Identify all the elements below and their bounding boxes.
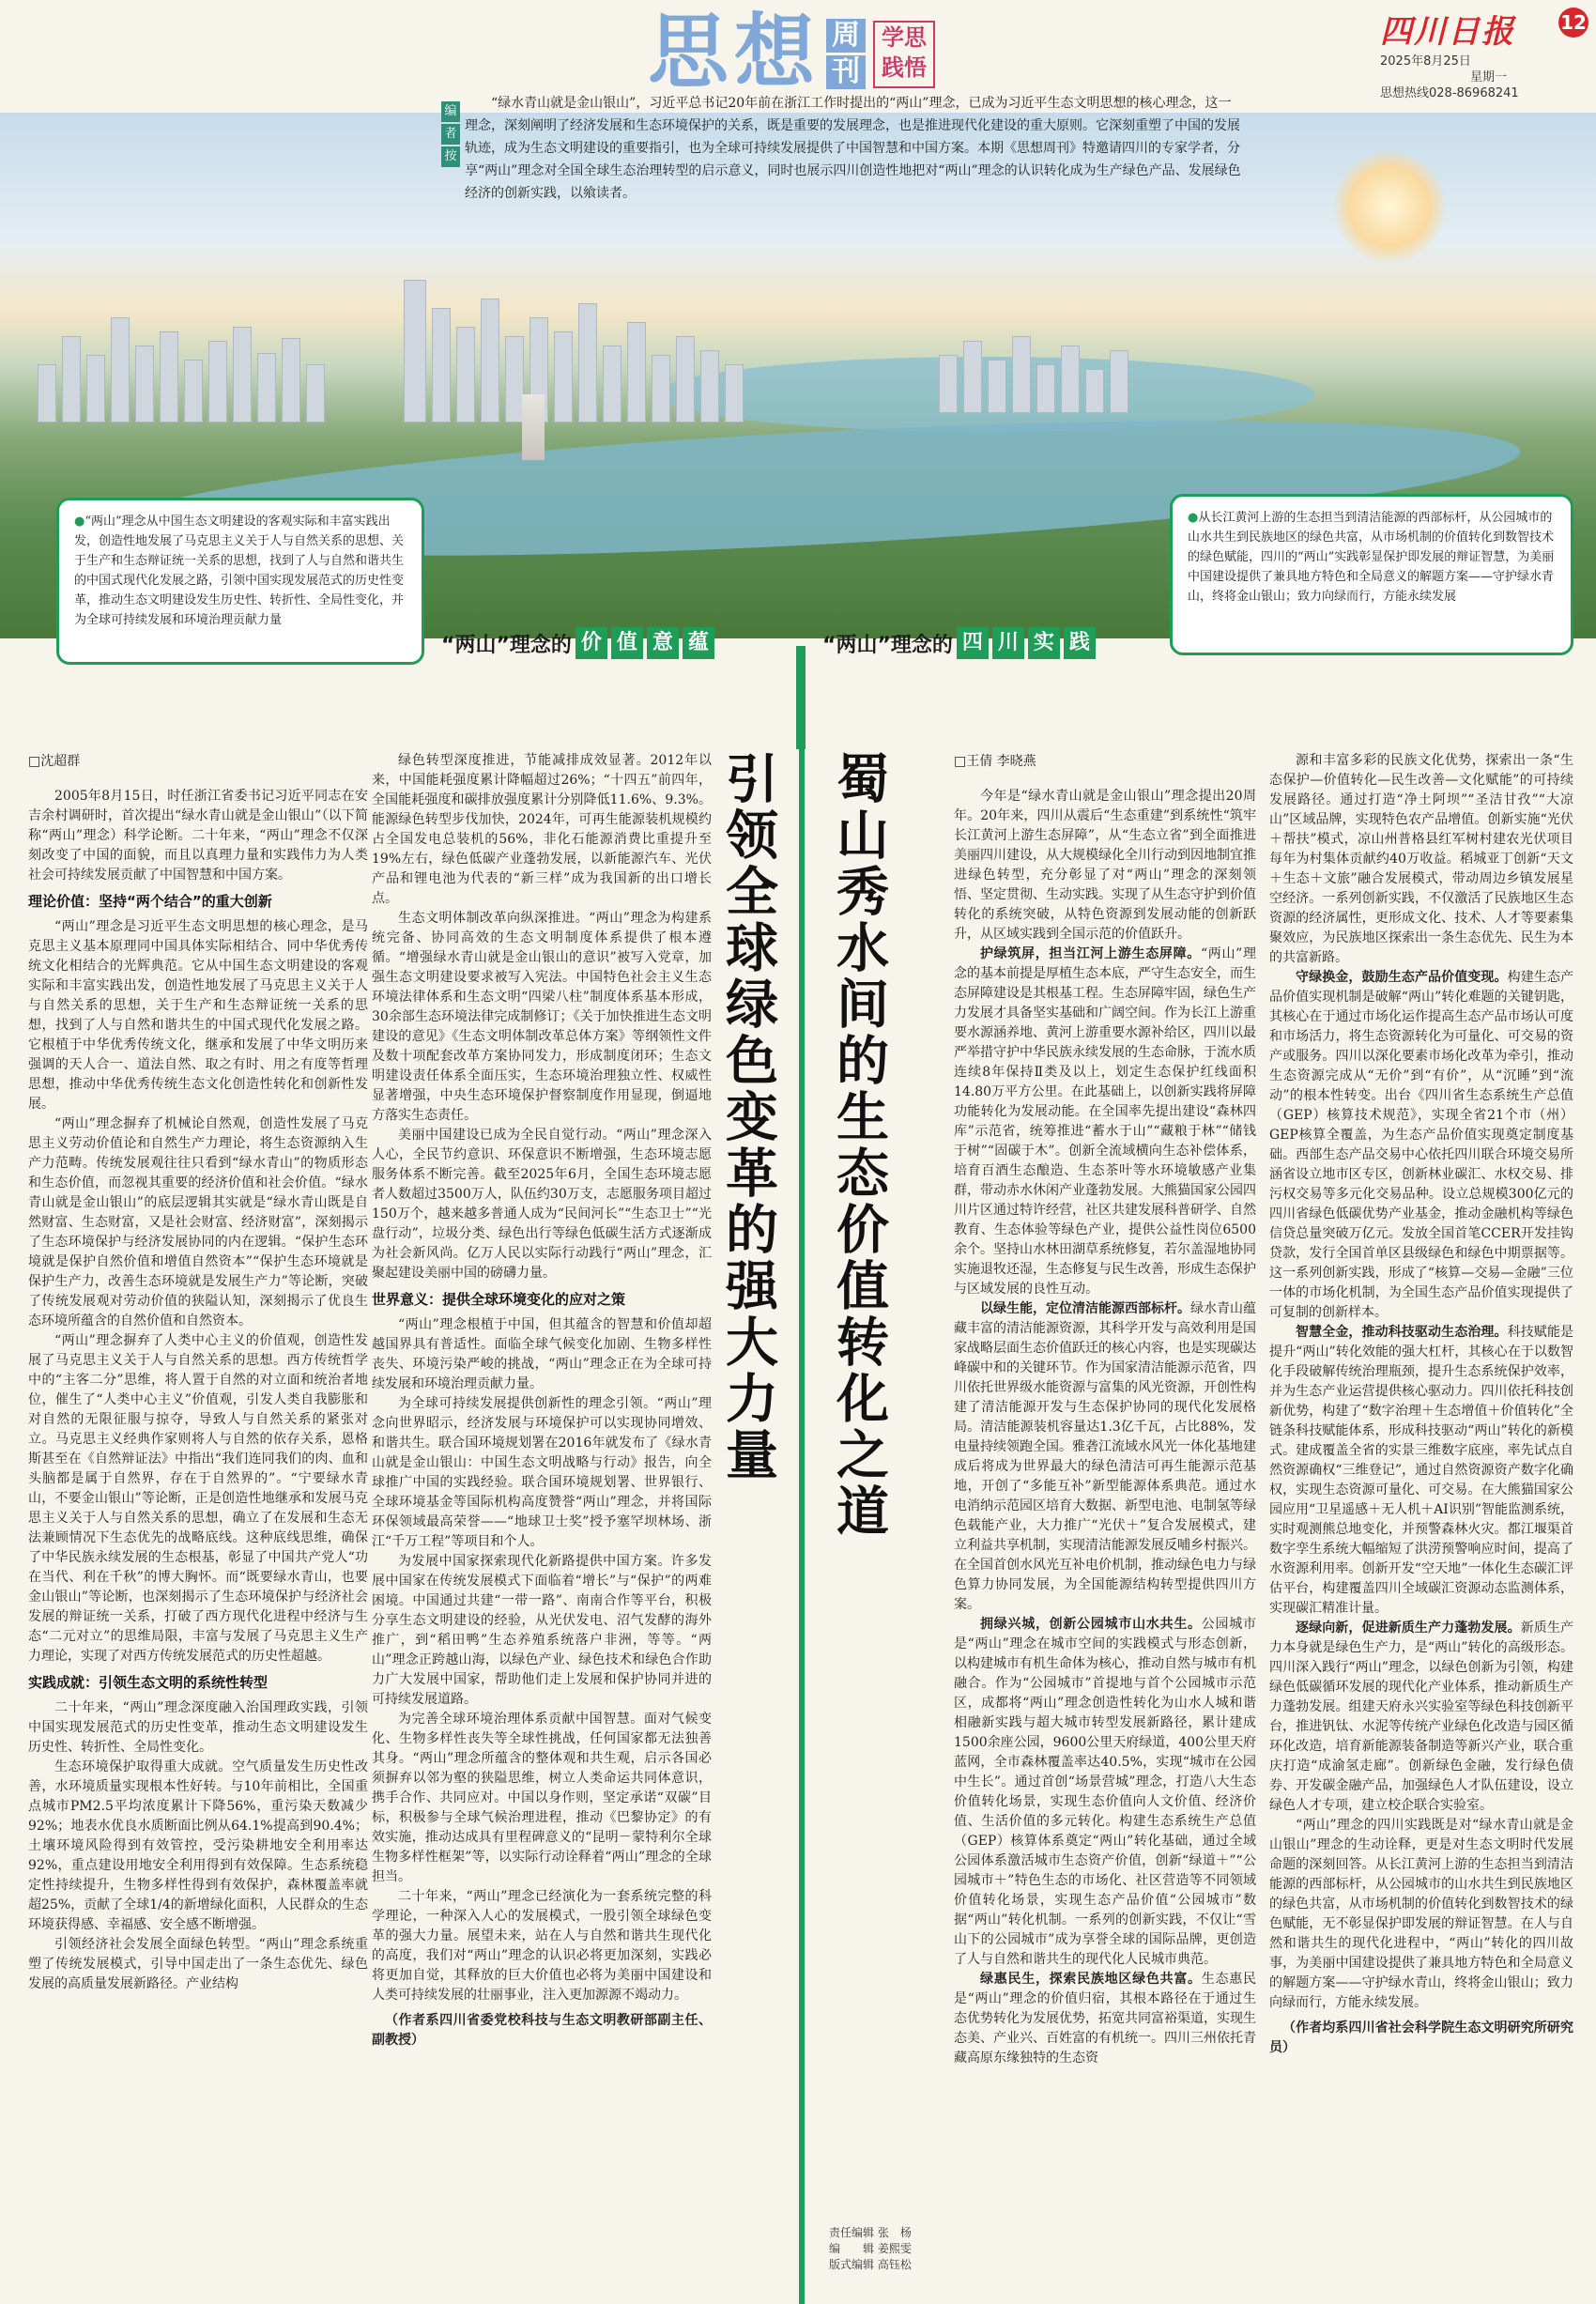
credit-name: 姜熙雯 <box>877 2242 912 2255</box>
city-skyline-left <box>38 282 330 422</box>
paragraph: 为完善全球环境治理体系贡献中国智慧。面对气候变化、生物多样性丧失等全球性挑战，任何国家都无法独善其身。“两山”理念所蕴含的整体观和共生观，启示各国必须摒弃以邻为壑的狭隘思维，树立人类命运共同体意识，携手合作、共同应对。中国以身作则，坚定承诺“双碳”目标，积极参与全球气候治理进程，推动《巴黎协定》的有效实施，推动达成具有里程碑意义的“昆明－蒙特利尔全球生物多样性框架”等，以实际行动诠释着“两山”理念的全球担当。 <box>372 1712 712 1884</box>
pagoda <box>522 394 545 460</box>
tag-line: 践悟 <box>882 54 927 81</box>
paragraph: 2005年8月15日，时任浙江省委书记习近平同志在安吉余村调研时，首次提出“绿水青山就是金山银山”（以下简称“两山”理念）科学论断。二十年来，“两山”理念不仅深刻改变了中国的面貌，而且以真理力量和实践伟力为人类社会可持续发展贡献了中国智慧和中国方案。 <box>28 789 368 883</box>
section-subheading: 世界意义：提供全球环境变化的应对之策 <box>372 1291 626 1308</box>
paragraph: 二十年来，“两山”理念深度融入治国理政实践，引领中国实现发展范式的历史性变革，推动生态文明建设发生历史性、转折性、全局性变化。 <box>28 1700 368 1755</box>
heading-prefix: “两山”理念的 <box>441 633 572 657</box>
paragraph <box>1269 968 1573 1323</box>
divider-branch-right <box>800 646 1029 749</box>
paragraph: 为全球可持续发展提供创新性的理念引领。“两山”理念向世界昭示，经济发展与环境保护可以实现协同增效、和谐共生。联合国环境规划署在2016年就发布了《绿水青山就是金山银山：中国生态文明战略与行动》报告，向全球推广中国的实践经验。联合国环境规划署、世界银行、全球环境基金等国际机构高度赞誉“两山”理念，并将国际环保领域最高荣誉——“地球卫士奖”授予塞罕坝林场、浙江“千万工程”等项目和个人。 <box>372 1396 712 1549</box>
tag-char: 编 <box>441 101 460 122</box>
section-subheading: 实践成就：引领生态文明的系统性转型 <box>28 1674 269 1691</box>
weekly-label <box>826 19 866 92</box>
paragraph-text: “两山”理念的基本前提是厚植生态本底，严守生态安全，而生态屏障建设是其根基工程。生态屏障牢固，绿色生产力发展才具备坚实基础和广阔空间。作为长江上游重要水源涵养地、黄河上游重要水源补给区，四川以最严举措守护中华民族永续发展的生态命脉，于流水质连续8年保持Ⅱ类及以上，划定生态保护红线面积14.80万平方公里。在此基础上，以创新实践将屏障功能转化为发展动能。在全国率先提出建设“森林四库”示范省，统筹推进“蓄水于山”“藏粮于林”“储钱于树”“固碳于木”。创新全流域横向生态补偿体系，培育百酒生态酿造、生态茶叶等水环境敏感产业集群，带动赤水休闲产业蓬勃发展。大熊猫国家公园四川片区通过特许经营，社区共建发展科普研学、自然教育、生态体验等绿色产业，提供公益性岗位6500余个。坚持山水林田湖草系统修复，若尔盖湿地协同实施退牧还湿，生态修复与民生改善，形成生态保护与区域发展的良性互动。 <box>954 946 1256 1297</box>
article-right-title: 蜀山秀水间的生态价值转化之道 <box>828 751 889 1540</box>
paragraph: 绿色转型深度推进，节能减排成效显著。2012年以来，中国能耗强度累计降幅超过26%；“十四五”前四年，全国能耗强度和碳排放强度累计分别降低11.6%、9.3%。能源绿色转型步伐加快，2024年，可再生能源装机规模约占全国发电总装机的56%，非化石能源消费比重提升至19%左右，绿色低碳产业蓬勃发展，以新能源汽车、光伏产品和锂电池为代表的“新三样”成为我国新的出口增长点。 <box>372 753 712 906</box>
paragraph: 生态文明体制改革向纵深推进。“两山”理念为构建系统完备、协同高效的生态文明制度体系提供了根本遵循。“增强绿水青山就是金山银山的意识”被写入党章，加强生态文明建设要求被写入宪法。中国特色社会主义生态环境法律体系和生态文明“四梁八柱”制度体系基本形成，30余部生态环境法律完成制修订；《关于加快推进生态文明建设的意见》《生态文明体制改革总体方案》等纲领性文件及数十项配套改革方案协同发力，形成制度闭环；生态文明建设责任体系全面压实，生态环境治理独立性、权威性显著增强，中央生态环境保护督察制度作用显现，倒逼地方落实生态责任。 <box>372 911 712 1123</box>
paragraph: 二十年来，“两山”理念已经演化为一套系统完整的科学理论，一种深入人心的发展模式，一股引领全球绿色变革的强大力量。展望未来，站在人与自然和谐共生现代化的高度，我们对“两山”理念的认识必将更加深刻，实践必将更加自觉，其释放的巨大价值也必将为美丽中国建设和人类可持续发展的壮丽事业，注入更加源源不竭动力。 <box>372 1889 712 2003</box>
heading-box: 川 <box>992 627 1024 659</box>
paragraph-lead: 绿惠民生，探索民族地区绿色共富。 <box>980 1972 1202 1987</box>
hotline: 思想热线028-86968241 <box>1380 86 1519 100</box>
paragraph: “两山”理念的四川实践既是对“绿水青山就是金山银山”理念的生动诠释，更是对生态文明时代发展命题的深刻回答。从长江黄河上游的生态担当到清洁能源的西部标杆，从公园城市的山水共生到民族地区的绿色共富，从市场机制的价值转化到数智技术的绿色赋能，无不彰显保护即发展的辩证智慧。在人与自然和谐共生的现代化进程中，“两山”转化的四川故事，为美丽中国建设提供了兼具地方特色和全局意义的解题方案——守护绿水青山，终将金山银山；致力向绿而行，方能永续发展。 <box>1269 1818 1573 2010</box>
editor-note: “绿水青山就是金山银山”，习近平总书记20年前在浙江工作时提出的“两山”理念，已成为习近平生态文明思想的核心理念，这一理念，深刻阐明了经济发展和生态环境保护的关系，既是重要的发展理念，也是推进现代化建设的重大原则。它深刻重塑了中国的发展轨迹，成为生态文明建设的重要指引，也为全球可持续发展提供了中国智慧和中国方案。本期《思想周刊》特邀请四川的专家学者，分享“两山”理念对全国全球生态治理转型的启示意义，同时也展示四川创造性地把对“两山”理念的认识转化成为生产绿色产品、发展绿色经济的创新实践，以飨读者。 <box>465 96 1241 201</box>
credit-role: 编 辑 <box>829 2242 875 2255</box>
paragraph-text: 新质生产力本身就是绿色生产力，是“两山”转化的高级形态。四川深入践行“两山”理念，以绿色创新为引领，构建绿色低碳循环发展的现代化产业体系，推动新质生产力蓬勃发展。组建天府永兴实验室等绿色科技创新平台，推进钒钛、水泥等传统产业绿色化改造与园区循环化改造，培育新能源装备制造等新兴产业，联合重庆打造“成渝氢走廊”。创新绿色金融，发行绿色债券、开发碳金融产品，加强绿色人才队伍建设，设立绿色人才专项，建立校企联合实验室。 <box>1269 1620 1573 1813</box>
paragraph: 今年是“绿水青山就是金山银山”理念提出20周年。20年来，四川从震后“生态重建”到系统性“筑牢长江黄河上游生态屏障”，从“生态立省”到全面推进美丽四川建设，从大规模绿化全川行动到因地制宜推进绿色转型，充分彰显了对“两山”理念的深刻领悟、坚定贯彻、生动实践。实现了从生态守护到价值转化的系统突破，从特色资源到发展动能的创新跃升，从区域实践到全国示范的价值跃升。 <box>954 789 1256 942</box>
editor-credits <box>829 2225 912 2273</box>
section-masthead <box>648 6 935 100</box>
paragraph <box>954 945 1256 1299</box>
bullet-icon: ● <box>1188 511 1199 525</box>
city-skyline-right <box>939 300 1134 413</box>
heading-box: 践 <box>1064 627 1096 659</box>
paragraph <box>954 1970 1256 2068</box>
heading-box: 意 <box>647 627 679 659</box>
heading-box: 四 <box>957 627 989 659</box>
issue-date: 2025年8月25日 <box>1380 54 1471 69</box>
paragraph: 引领经济社会发展全面绿色转型。“两山”理念系统重塑了传统发展模式，引导中国走出了一条生态优先、绿色发展的高质量发展新路径。产业结构 <box>28 1937 368 1991</box>
summary-bubble-right <box>1170 494 1573 655</box>
paragraph-text: 公园城市是“两山”理念在城市空间的实践模式与形态创新，以构建城市有机生命体为核心，推动自然与城市有机融合。作为“公园城市”首提地与首个公园城市示范区，成都将“两山”理念创造性转化为山水人城和谐相融新实践与超大城市转型发展新路径，累计建成1500余座公园，9600公里天府绿道，400公里天府蓝网，全市森林覆盖率达40.5%，实现“城市在公园中生长”。通过首创“场景营城”理念，打造八大生态价值转化场景，实现生态价值向人文价值、经济价值、生活价值的多元转化。构建生态系统生产总值（GEP）核算体系奠定“两山”转化基础，通过全域公园体系激活城市生态资产价值，创新“绿道＋”“公园城市＋”特色生态的市场化、社区营造等不同领域价值转化场景，实现生态产品价值“公园城市”数据“两山”转化机制。一系列的创新实践，不仅让“雪山下的公园城市”成为享誉全球的国际品牌，更创造了人与自然和谐共生的现代化人民城市典范。 <box>954 1617 1256 1967</box>
paragraph-text: 科技赋能是提升“两山”转化效能的强大杠杆，其核心在于以数智化手段破解传统治理瓶颈，提升生态系统保护效率，并为生态产业运营提供核心驱动力。四川依托科技创新优势，构建了“数字治理＋生态增值＋价值转化”全链条科技赋能体系，形成科技驱动“两山”转化的新模式。建成覆盖全省的实景三维数字底座，率先试点自然资源确权“三维登记”，通过自然资源资产数字化确权，实现生态资源可量化、可交易。在大熊猫国家公园应用“卫星遥感＋无人机＋AI识别”智能监测系统，实时观测熊总地变化，并预警森林火灾。都江堰渠首数字孪生系统大幅缩短了洪涝预警响应时间，提高了水资源利用率。创新开发“空天地”一体化生态碳汇评估平台，构建覆盖四川全域碳汇资源动态监测体系，实现碳汇精准计量。 <box>1269 1325 1573 1616</box>
paragraph-text: 绿水青山蕴藏丰富的清洁能源资源，其科学开发与高效利用是国家战略层面生态价值跃迁的核心内容，也是实现碳达峰碳中和的关键环节。作为国家清洁能源示范省，四川依托世界级水能资源与富集的风光资源，开创性构建了清洁能源开发与生态保护协同的现代化发展格局。清洁能源装机容量达1.3亿千瓦，占比88%，发电量持续领跑全国。雅砻江流域水风光一体化基地建成后将成为世界最大的绿色清洁可再生能源示范基地，开创了“多能互补”新型能源体系典范。通过水电消纳示范园区培育大数据、新型电池、电制氢等绿色载能产业，大力推广“光伏＋”复合发展模式，建立利益共享机制，实现清洁能源发展反哺乡村振兴。在全国首创水风光互补电价机制，推动绿色电力与绿色算力协同发展，为全国能源结构转型提供四川方案。 <box>954 1301 1256 1612</box>
paragraph-text: 构建生态产品价值实现机制是破解“两山”转化难题的关键钥匙，其核心在于通过市场化运作提高生态产品市场认可度和市场活力，将生态资源转化为可量化、可交易的资产或服务。四川以深化要素市场化改革为牵引，推动生态资源完成从“无价”到“有价”，从“沉睡”到“流动”的根本性转变。出台《四川省生态系统生产总值（GEP）核算技术规范》，实现全省21个市（州）GEP核算全覆盖，为生态产品价值实现奠定制度基础。西部生态产品交易中心依托四川联合环境交易所涵省设立地市区专区，创新林业碳汇、水权交易、排污权交易等多元化交易品种。设立总规模300亿元的四川省绿色低碳优势产业基金，推动金融机构等绿色信贷总量突破万亿元。发放全国首笔CCER开发挂钩贷款，发行全国首单区县级绿色和绿色中期票据等。这一系列创新实践，形成了“核算—交易—金融”三位一体的市场化机制，为全国生态产品价值实现提供了可复制的创新样本。 <box>1269 970 1573 1320</box>
paragraph <box>954 1615 1256 1970</box>
paragraph <box>1269 1619 1573 1816</box>
heading-box: 实 <box>1028 627 1060 659</box>
paragraph-lead: 守绿换金，鼓励生态产品价值变现。 <box>1296 970 1508 985</box>
credit-line <box>829 2257 912 2273</box>
heading-box: 值 <box>611 627 643 659</box>
article-left-column-2 <box>372 751 712 2300</box>
credit-role: 责任编辑 <box>829 2226 875 2239</box>
article-right-column-2 <box>1269 751 1573 2300</box>
section-title: 思想 <box>648 6 821 100</box>
editor-note-tag <box>441 101 458 169</box>
credit-name: 高钰松 <box>877 2258 912 2271</box>
byline-right: □王倩 李晓燕 <box>954 754 1036 769</box>
section-heading-right <box>822 627 1096 659</box>
paragraph <box>1269 1323 1573 1619</box>
paragraph: 生态环境保护取得重大成就。空气质量发生历史性改善，水环境质量实现根本性好转。与10年前相比，全国重点城市PM2.5平均浓度累计下降56%，重污染天数减少92%；地表水优良水质断面比例从64.1%提高到90.4%；土壤环境风险得到有效管控，受污染耕地安全利用率达92%，重点建设用地安全利用得到有效保障。生态系统稳定性持续提升，生物多样性得到有效保护，森林覆盖率就超25%，贡献了全球1/4的新增绿化面积，人民群众的生态环境获得感、幸福感、安全感不断增强。 <box>28 1759 368 1932</box>
paragraph-lead: 智慧全金，推动科技驱动生态治理。 <box>1296 1325 1508 1340</box>
paragraph: “两山”理念摒弃了机械论自然观，创造性发展了马克思主义劳动价值论和自然生产力理论，将生态资源纳入生产力范畴。传统发展观往往只看到“绿水青山”的物质形态和生态价值，而忽视其重要的经济价值和社会价值。“绿水青山就是金山银山”的底层逻辑其实就是“绿水青山既是自然财富、生态财富，又是社会财富、经济财富”，深刻揭示了生态环境保护与经济发展协同的内在逻辑。“保护生态环境就是保护自然价值和增值自然资本”“保护生态环境就是保护生产力，改善生态环境就是发展生产力”等论断，突破了传统发展观对劳动价值的狭隘认知，深刻揭示了优良生态环境所蕴含的自然价值和自然资本。 <box>28 1116 368 1329</box>
weekly-char: 周 <box>826 19 866 53</box>
summary-bubble-left <box>56 498 424 665</box>
paper-name: 四川日报 <box>1380 13 1515 51</box>
heading-box: 蕴 <box>683 627 714 659</box>
weekly-char: 刊 <box>826 55 866 89</box>
heading-box: 价 <box>575 627 607 659</box>
section-subheading: 理论价值：坚持“两个结合”的重大创新 <box>28 893 272 910</box>
paragraph-text: 生态惠民是“两山”理念的价值归宿，其根本路径在于通过生态优势转化为发展优势，拓宽共同富裕渠道，实现生态美、产业兴、百姓富的有机统一。四川三州依托青藏高原东缘独特的生态资 <box>954 1972 1256 2066</box>
byline-left: □沈超群 <box>28 754 81 769</box>
summary-text: 从长江黄河上游的生态担当到清洁能源的西部标杆，从公园城市的山水共生到民族地区的绿色共富，从市场机制的价值转化到数智技术的绿色赋能，四川的“两山”实践彰显保护即发展的辩证智慧，为美丽中国建设提供了兼具地方特色和全局意义的解题方案——守护绿水青山，终将金山银山；致力向绿而行，方能永续发展 <box>1188 511 1555 604</box>
center-divider <box>799 695 805 2304</box>
credit-role: 版式编辑 <box>829 2258 875 2271</box>
paragraph-lead: 逐绿向新，促进新质生产力蓬勃发展。 <box>1296 1620 1521 1636</box>
paragraph: 美丽中国建设已成为全民自觉行动。“两山”理念深入人心，全民节约意识、环保意识不断增强，生态环境志愿服务体系不断完善。截至2025年6月，全国生态环境志愿者人数超过3500万人，队伍约30万支，志愿服务项目超过150万个，越来越多普通人成为“民间河长”“生态卫士”“光盘行动”，垃圾分类、绿色出行等绿色低碳生活方式逐渐成为社会新风尚。亿万人民以实际行动践行“两山”理念，汇聚起建设美丽中国的磅礴力量。 <box>372 1128 712 1281</box>
divider-branch-left <box>573 646 802 749</box>
article-left-title: 引领全球绿色变革的强大力量 <box>717 751 778 1483</box>
paragraph: “两山”理念摒弃了人类中心主义的价值观，创造性发展了马克思主义关于人与自然关系的思想。西方传统哲学中的“主客二分”思维，将人置于自然的对立面和统治者地位，催生了“人类中心主义”价值观，引发人类自我膨胀和对自然的无限征服与掠夺，导致人与自然关系的紧张对立。马克思主义经典作家则将人与自然的依存关系，恩格斯甚至在《自然辩证法》中指出“我们连同我们的肉、血和头脑都是属于自然界，存在于自然界的”。“宁要绿水青山，不要金山银山”等论断，正是创造性地继承和发展马克思主义关于人与自然关系的思想，确立了在发展和生态无法兼顾情况下生态优先的战略底线。这种底线思维，确保了中华民族永续发展的生态根基，彰显了中国共产党人“功在当代、利在千秋”的博大胸怀。而“既要绿水青山，也要金山银山”等论断，也深刻揭示了生态环境保护与经济社会发展的辩证统一关系，打破了西方现代化进程中经济与生态“二元对立”的思维局限，丰富与发展了马克思主义生产力理论，实现了对西方传统发展范式的历史性超越。 <box>28 1333 368 1664</box>
sunset-glow <box>1333 150 1446 263</box>
author-note: （作者均系四川省社会科学院生态文明研究所研究员） <box>1269 2020 1573 2055</box>
paragraph: “两山”理念根植于中国，但其蕴含的智慧和价值却超越国界具有普适性。面临全球气候变化加剧、生物多样性丧失、环境污染严峻的挑战，“两山”理念正在为全球可持续发展和环境治理贡献力量。 <box>372 1317 712 1391</box>
paragraph: “两山”理念是习近平生态文明思想的核心理念，是马克思主义基本原理同中国具体实际相结合、同中华优秀传统文化相结合的光辉典范。它从中国生态文明建设的客观实际和丰富实践出发，创造性地发展了马克思主义关于人与自然关系的思想，关于生产和生态辩证统一关系的思想，找到了人与自然和谐共生的中国式现代化发展之路。它根植于中华优秀传统文化，继承和发展了中华文明历来强调的天人合一、道法自然、取之有时、用之有度等哲理思想，推动中华优秀传统生态文化创造性转化和创新性发展。 <box>28 919 368 1112</box>
credit-name: 张 杨 <box>877 2226 912 2239</box>
paragraph: 源和丰富多彩的民族文化优势，探索出一条“生态保护—价值转化—民生改善—文化赋能”的可持续发展路径。通过打造“净土阿坝”“圣洁甘孜”“大凉山”区域品牌，实现特色农产品增值。创新实施“光伏＋帮扶”模式，凉山州普格县红军树村建农光伏项目每年为村集体贡献约40万收益。稻城亚丁创新“天文＋生态＋文旅”融合发展模式，带动周边乡镇发展星空经济。一系列创新实践，不仅激活了民族地区生态资源的经济属性，更形成文化、技术、人才等要素集聚效应，为民族地区探索出一条生态优先、民生为本的共富新路。 <box>1269 753 1573 965</box>
tag-line: 学思 <box>882 24 927 51</box>
paper-info <box>1380 6 1519 101</box>
issue-weekday: 星期一 <box>1470 70 1508 84</box>
heading-prefix: “两山”理念的 <box>822 633 953 657</box>
credit-line <box>829 2225 912 2241</box>
tag-char: 按 <box>441 146 460 167</box>
author-note: （作者系四川省委党校科技与生态文明教研部副主任、副教授） <box>372 2013 712 2048</box>
article-right-column-1 <box>954 787 1256 2300</box>
paragraph <box>954 1299 1256 1615</box>
paragraph-lead: 拥绿兴城，创新公园城市山水共生。 <box>980 1617 1202 1632</box>
learn-practice-tag <box>873 21 935 88</box>
summary-text: “两山”理念从中国生态文明建设的客观实际和丰富实践出发，创造性地发展了马克思主义关于人与自然关系的思想、关于生产和生态辩证统一关系的思想，找到了人与自然和谐共生的中国式现代化发展之路，引领中国实现发展范式的历史性变革，推动生态文明建设发生历史性、转折性、全局性变化，并为全球可持续发展和环境治理贡献力量 <box>74 515 405 627</box>
bullet-icon: ● <box>74 515 85 529</box>
section-heading-left <box>441 627 714 659</box>
credit-line <box>829 2241 912 2257</box>
tag-char: 者 <box>441 124 460 145</box>
paragraph: 为发展中国家探索现代化新路提供中国方案。许多发展中国家在传统发展模式下面临着“增长”与“保护”的两难困境。中国通过共建“一带一路”、南南合作等平台，积极分享生态文明建设的经验，从光伏发电、沼气发酵的海外推广，到“稻田鸭”生态养殖系统落户非洲，等等。“两山”理念正跨越山海，以绿色产业、绿色技术和绿色合作助力广大发展中国家，帮助他们走上发展和保护协同并进的可持续发展道路。 <box>372 1554 712 1707</box>
city-skyline-center <box>404 282 749 422</box>
article-left-column-1 <box>28 787 368 2300</box>
page-number: 12 <box>1558 8 1588 38</box>
paragraph-lead: 护绿筑屏，担当江河上游生态屏障。 <box>980 946 1201 961</box>
paragraph-lead: 以绿生能，定位清洁能源西部标杆。 <box>980 1301 1190 1316</box>
